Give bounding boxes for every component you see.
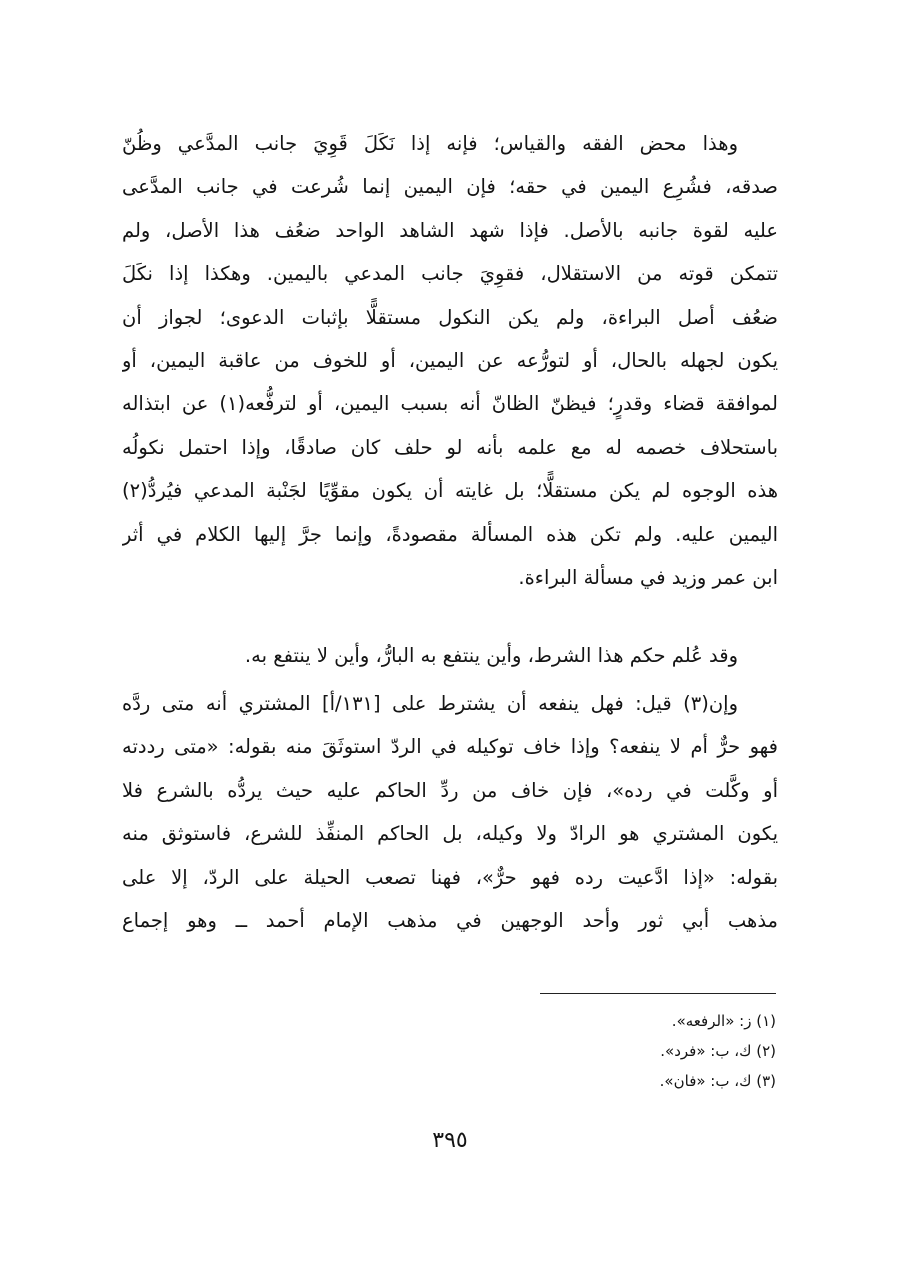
body-paragraph-2 xyxy=(122,634,778,677)
text-line: صدقه، فشُرِع اليمين في حقه؛ فإن اليمين إنما شُرعت في جانب المدَّعى xyxy=(122,175,778,199)
footnote-divider xyxy=(540,993,776,994)
text-line: باستحلاف خصمه له مع علمه بأنه لو حلف كان صادقًا، وإذا احتمل نكولُه xyxy=(122,435,778,459)
text-line: لموافقة قضاء وقدرٍ؛ فيظنّ الظانّ أنه بسبب اليمين، أو لترفُّعه(١) عن ابتذاله xyxy=(122,392,778,416)
text-line: وقد عُلم حكم هذا الشرط، وأين ينتفع به البارُّ، وأين لا ينتفع به. xyxy=(244,644,738,667)
text-line: ابن عمر وزيد في مسألة البراءة. xyxy=(518,565,778,589)
text-line: أو وكَّلت في رده»، فإن خاف من ردِّ الحاكم عليه حيث يردُّه بالشرع فلا xyxy=(122,778,778,802)
text-line: وهذا محض الفقه والقياس؛ فإنه إذا نَكَلَ قَوِيَ جانب المدَّعي وظُنّ xyxy=(122,132,738,155)
text-line: عليه لقوة جانبه بالأصل. فإذا شهد الشاهد الواحد ضعُف هذا الأصل، ولم xyxy=(122,218,778,242)
footnote-2: (٢) ك، ب: «فرد». xyxy=(660,1042,776,1060)
text-line: ضعُف أصل البراءة، ولم يكن النكول مستقلًّا بإثبات الدعوى؛ لجواز أن xyxy=(122,305,778,329)
text-line: فهو حرٌّ أم لا ينفعه؟ وإذا خاف توكيله في الردّ استوثَقَ منه بقوله: «متى رددته xyxy=(122,735,778,759)
text-line: تتمكن قوته من الاستقلال، فقوِيَ جانب المدعي باليمين. وهكذا إذا نكَلَ xyxy=(122,262,778,286)
text-line: اليمين عليه. ولم تكن هذه المسألة مقصودةً، وإنما جرَّ إليها الكلام في أثر xyxy=(122,522,778,546)
text-line: يكون لجهله بالحال، أو لتورُّعه عن اليمين، أو للخوف من عاقبة اليمين، أو xyxy=(122,348,778,372)
text-line: هذه الوجوه لم يكن مستقلًّا؛ بل غايته أن يكون مقوِّيًا لجَنْبة المدعي فيُردُّ(٢) xyxy=(122,479,778,503)
footnotes xyxy=(500,1006,776,1096)
text-line: مذهب أبي ثور وأحد الوجهين في مذهب الإمام أحمد ــ وهو إجماع xyxy=(122,908,778,932)
footnote-1: (١) ز: «الرفعه». xyxy=(671,1012,776,1030)
body-paragraph-3 xyxy=(122,682,778,942)
text-line: بقوله: «إذا ادَّعيت رده فهو حرٌّ»، فهنا تصعب الحيلة على الردّ، إلا على xyxy=(122,865,778,889)
text-line: وإن(٣) قيل: فهل ينفعه أن يشترط على [١٣١/أ] المشتري أنه متى ردَّه xyxy=(122,692,738,715)
body-paragraph-1 xyxy=(122,122,778,599)
text-line: يكون المشتري هو الرادّ ولا وكيله، بل الحاكم المنفِّذ للشرع، فاستوثق منه xyxy=(122,822,778,846)
page-number: ٣٩٥ xyxy=(432,1128,468,1153)
footnote-3: (٣) ك، ب: «فان». xyxy=(659,1072,776,1090)
